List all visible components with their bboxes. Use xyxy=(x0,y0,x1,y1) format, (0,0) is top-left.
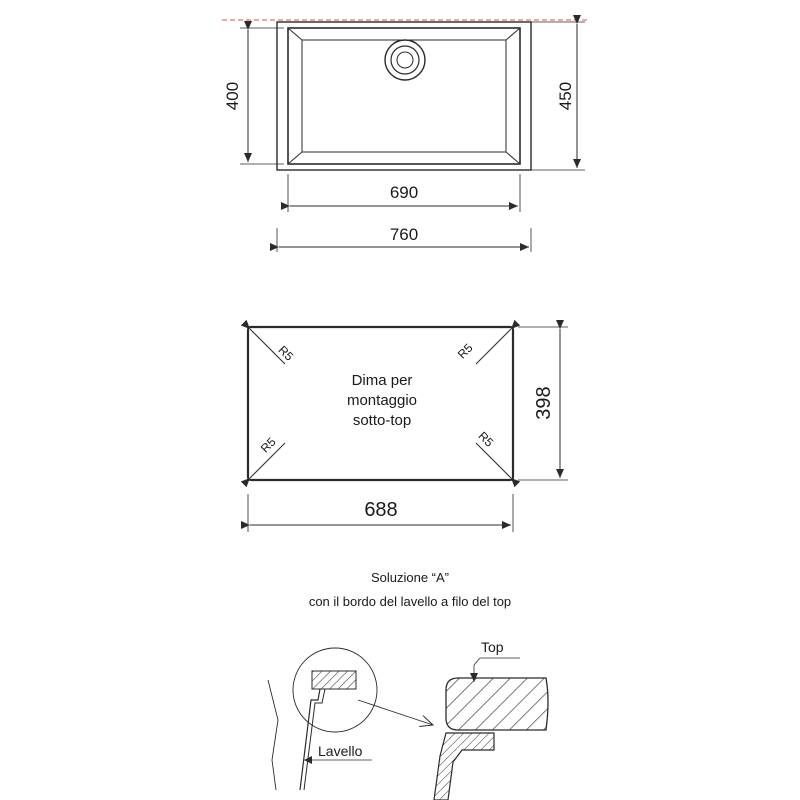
solution-subtitle: con il bordo del lavello a filo del top xyxy=(308,594,512,609)
sink-bowl-rim xyxy=(288,28,520,164)
corner-radius-top-left: R5 xyxy=(275,342,297,364)
small-countertop xyxy=(312,671,356,689)
corner-radius-bottom-right: R5 xyxy=(475,428,497,450)
enlarged-countertop xyxy=(446,678,548,730)
dim-outer-height: 450 xyxy=(556,81,575,111)
dim-outer-width: 760 xyxy=(389,225,419,244)
template-label-line-2: montaggio xyxy=(346,392,418,409)
solution-title: Soluzione “A” xyxy=(370,570,450,585)
detail-circle xyxy=(293,648,377,732)
sink-bowl-bottom xyxy=(302,40,506,152)
template-label-line-1: Dima per xyxy=(351,372,413,389)
label-sink: Lavello xyxy=(318,743,363,759)
enlarged-sink-flange xyxy=(434,733,494,800)
cutout-template-view xyxy=(248,327,568,532)
corner-radius-bottom-left: R5 xyxy=(257,434,279,456)
dim-template-height: 398 xyxy=(533,386,555,420)
sink-outer-outline xyxy=(277,22,531,170)
corner-radius-top-right: R5 xyxy=(454,340,476,362)
drain-icon xyxy=(385,40,425,80)
template-label-line-3: sotto-top xyxy=(352,412,412,429)
dim-inner-width: 690 xyxy=(389,183,419,202)
dim-inner-height: 400 xyxy=(223,81,242,111)
label-top: Top xyxy=(481,639,504,655)
sink-plan-view xyxy=(222,20,590,252)
dim-template-width: 688 xyxy=(364,499,398,521)
detail-arrow xyxy=(358,700,433,725)
solution-a-section xyxy=(268,570,548,800)
